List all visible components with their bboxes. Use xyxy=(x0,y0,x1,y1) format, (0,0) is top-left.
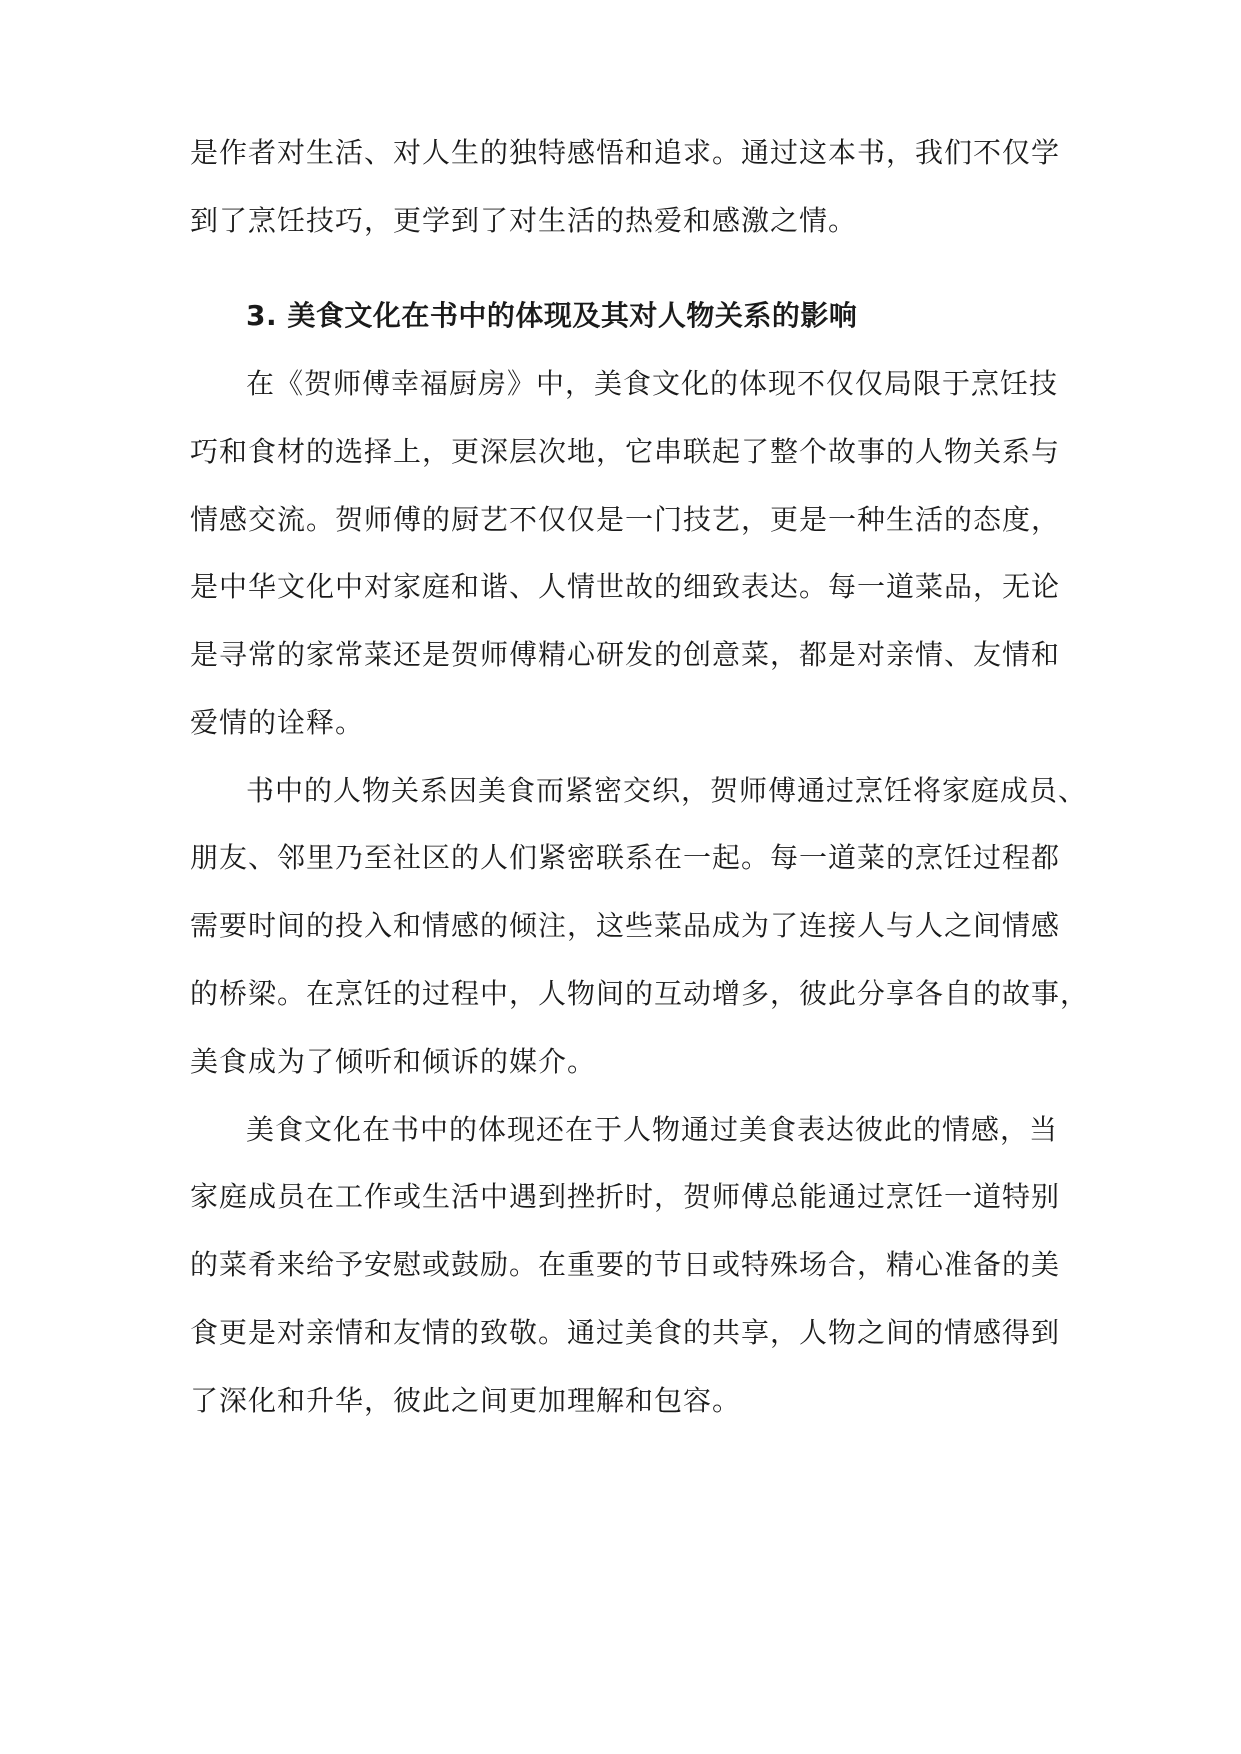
paragraph-line: 食更是对亲情和友情的致敬。通过美食的共享，人物之间的情感得到 xyxy=(190,1316,1061,1349)
paragraph-line: 巧和食材的选择上，更深层次地，它串联起了整个故事的人物关系与 xyxy=(190,435,1061,468)
paragraph-line: 是作者对生活、对人生的独特感悟和追求。通过这本书，我们不仅学 xyxy=(190,136,1061,169)
paragraph-line: 需要时间的投入和情感的倾注，这些菜品成为了连接人与人之间情感 xyxy=(190,909,1061,942)
paragraph-line: 爱情的诠释。 xyxy=(190,706,365,739)
paragraph-line: 的桥梁。在烹饪的过程中，人物间的互动增多，彼此分享各自的故事， xyxy=(190,977,1090,1010)
paragraph-line: 是寻常的家常菜还是贺师傅精心研发的创意菜，都是对亲情、友情和 xyxy=(190,638,1061,671)
paragraph-line: 美食成为了倾听和倾诉的媒介。 xyxy=(190,1045,597,1078)
paragraph-line: 了深化和升华，彼此之间更加理解和包容。 xyxy=(190,1384,742,1417)
paragraph-line: 到了烹饪技巧，更学到了对生活的热爱和感激之情。 xyxy=(190,204,858,237)
paragraph-line: 的菜肴来给予安慰或鼓励。在重要的节日或特殊场合，精心准备的美 xyxy=(190,1248,1061,1281)
paragraph-line: 书中的人物关系因美食而紧密交织，贺师傅通过烹饪将家庭成员、 xyxy=(246,774,1088,807)
paragraph-line: 朋友、邻里乃至社区的人们紧密联系在一起。每一道菜的烹饪过程都 xyxy=(190,841,1061,874)
paragraph-line: 是中华文化中对家庭和谐、人情世故的细致表达。每一道菜品，无论 xyxy=(190,570,1061,603)
paragraph-line: 美食文化在书中的体现还在于人物通过美食表达彼此的情感，当 xyxy=(246,1113,1059,1146)
paragraph-line: 家庭成员在工作或生活中遇到挫折时，贺师傅总能通过烹饪一道特别 xyxy=(190,1180,1061,1213)
paragraph-line: 情感交流。贺师傅的厨艺不仅仅是一门技艺，更是一种生活的态度， xyxy=(190,503,1061,536)
section-heading: 3. 美食文化在书中的体现及其对人物关系的影响 xyxy=(246,299,858,332)
paragraph-line: 在《贺师傅幸福厨房》中，美食文化的体现不仅仅局限于烹饪技 xyxy=(246,367,1059,400)
